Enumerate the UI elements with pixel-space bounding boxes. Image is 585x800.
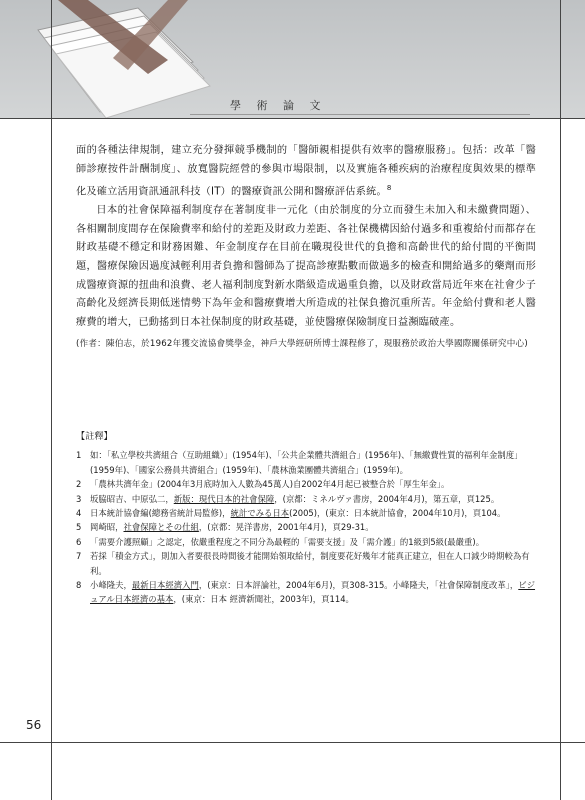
note-number: 2 (76, 479, 82, 490)
note-text: 坂脇昭吉、中原弘二，新版：現代日本的社會保障，(京都：ミネルヴァ書房，2004年4月)，第五章，頁125。 (90, 493, 500, 504)
frame-line-bottom (0, 742, 585, 743)
note-text: 岡崎昭，社會保障とその仕組，(京都：晃洋書房，2001年4月)，頁29-31。 (90, 522, 374, 533)
note-item (76, 477, 536, 491)
notes-title: 【註釋】 (76, 431, 113, 442)
body-paragraph: 日本的社會保障福利制度存在著制度非一元化（由於制度的分立而發生未加入和未繳費問題）、各相關制度間存在保險費率和給付的差距及財政力差距、各社保機構因給付過多和重複給付而都存在財政基礎不穩定和財務困難、年金制度存在目前在職現役世代的負擔和高齡世代的給付間的平衡問題，醫療保險因過度減輕利用者負擔和醫師為了提高診療點數而做過多的檢查和開給過多的藥劑而形成醫療資源的扭曲和浪費、老人福利制度對新水階級造成過重負擔，以及財政當局近年來在社會少子高齡化及經濟長期低迷情勢下為年金和醫療費增大所造成的社保負擔沉重所苦。年金給付費和老人醫療費的增大，已動搖到日本社保制度的財政基礎，並使醫療保險制度日益瀕臨破產。 (76, 205, 536, 328)
note-text: 若採「積金方式」，則加入者要很長時間後才能開始領取給付，制度要花好幾年才能真正建立，但在人口減少時期較為有利。 (90, 551, 530, 576)
frame-line-right (560, 0, 561, 800)
note-item (76, 492, 536, 506)
note-number: 7 (76, 551, 82, 562)
paper-stack-illustration (18, 0, 228, 118)
author-note: (作者：陳伯志，於1962年獲交流協會獎學金，神戶大學經研所博士課程修了，現服務於政治大學國際關係研究中心) (76, 339, 528, 350)
body-paragraph (76, 142, 536, 202)
book-title: 新版：現代日本的社會保障 (173, 493, 275, 504)
paragraph-text: 面的各種法律規制，建立充分發揮競爭機制的「醫師親相提供有效率的醫療服務」。包括：改革「醫師診療按件計酬制度」、放寬醫院經營的參與市場限制，以及實施各種疾病的治療程度與效果的標準化及確立活用資訊通訊科技（IT）的醫療資訊公開和醫療評估系統。 (76, 145, 536, 198)
note-number: 6 (76, 536, 82, 547)
note-item (76, 578, 536, 607)
title-rule (190, 114, 530, 115)
article-body (76, 142, 536, 351)
note-number: 8 (76, 580, 82, 591)
note-number: 3 (76, 493, 82, 504)
note-text: 小峰隆夫，最新日本經濟入門，(東京：日本評論社，2004年6月)，頁308-315。小峰隆夫，「社會保障制度改革」，ビジュアル日本經濟の基本，(東京：日本 經濟新聞社，2003年)，頁114。 (90, 580, 536, 605)
book-title: 統計でみる日本 (230, 508, 290, 519)
note-text: 「農林共濟年金」(2004年3月底時加入人數為45萬人)自2002年4月起已被整合於「厚生年金」。 (90, 479, 450, 490)
notes-section (76, 430, 536, 607)
note-item (76, 549, 536, 578)
note-text: 日本統計協會編(總務省統計局監修)，統計でみる日本(2005)，(東京：日本統計協會，2004年10月)，頁104。 (90, 508, 506, 519)
note-item (76, 520, 536, 534)
footnote-marker: 8 (386, 184, 392, 193)
note-text: 如：「私立學校共濟組合（互助組織）」(1954年)、「公共企業體共濟組合」(1956年)、「無繳費性質的福利年金制度」(1959年)、「國家公務員共濟組合」(1959年)、「農林漁業團體共濟組合」(1959年)。 (90, 450, 523, 475)
book-title: ビジュアル日本經濟の基本 (90, 580, 536, 605)
note-item (76, 535, 536, 549)
note-number: 4 (76, 508, 82, 519)
note-item (76, 506, 536, 520)
note-number: 5 (76, 522, 82, 533)
book-title: 最新日本經濟入門 (131, 580, 199, 591)
page-number: 56 (26, 718, 42, 732)
note-number: 1 (76, 450, 82, 461)
book-title: 社會保障とその仕組 (123, 522, 199, 533)
frame-line-top (0, 118, 585, 119)
note-text: 「需要介護照顧」之認定，依嚴重程度之不同分為最輕的「需要支援」及「需介護」的1級到5級(最嚴重)。 (90, 536, 485, 547)
section-title: 學 術 論 文 (230, 99, 327, 112)
note-item (76, 448, 536, 477)
frame-line-left (51, 0, 52, 800)
